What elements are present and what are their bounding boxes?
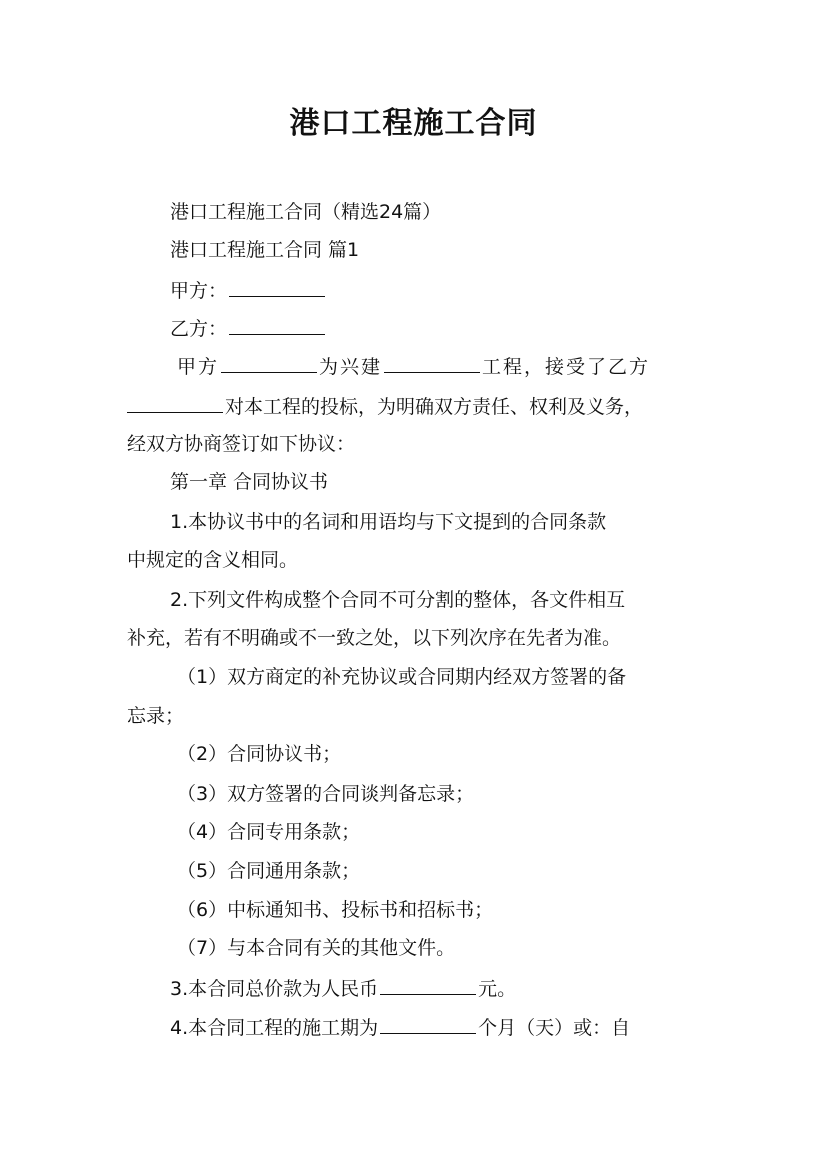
paragraph-line: 经双方协商签订如下协议：: [127, 433, 356, 455]
blank-line: [221, 354, 317, 373]
paragraph-line: 补充，若有不明确或不一致之处，以下列次序在先者为准。: [127, 627, 622, 649]
blank-line: [127, 394, 223, 413]
paragraph-line: [177, 354, 702, 379]
list-item: （7）与本合同有关的其他文件。: [177, 937, 456, 959]
text-span: 甲方: [177, 356, 220, 378]
text-span: 元。: [478, 978, 517, 1000]
text-span: 4.本合同工程的施工期为: [170, 1017, 379, 1039]
text-span: 对本工程的投标，为明确双方责任、权利及义务，: [225, 396, 644, 418]
party-b-blank: [229, 316, 325, 335]
party-b-label: 乙方：: [170, 318, 228, 340]
list-item: （5）合同通用条款；: [177, 860, 361, 882]
paragraph-line: [127, 394, 643, 419]
party-a-label: 甲方：: [170, 280, 228, 302]
list-item: （2）合同协议书；: [177, 743, 342, 765]
text-span: 3.本合同总价款为人民币: [170, 978, 379, 1000]
list-item: （4）合同专用条款；: [177, 821, 361, 843]
paragraph-line: [170, 1015, 630, 1040]
subtitle-line: 港口工程施工合同（精选24篇）: [170, 201, 442, 223]
section-heading: 港口工程施工合同 篇1: [170, 239, 360, 261]
party-a-blank: [229, 278, 325, 297]
paragraph-line: 1.本协议书中的名词和用语均与下文提到的合同条款: [170, 511, 607, 533]
list-item: （1）双方商定的补充协议或合同期内经双方签署的备: [177, 666, 627, 688]
blank-line: [384, 354, 480, 373]
document-title: 港口工程施工合同: [289, 106, 538, 141]
list-item-continuation: 忘录；: [127, 705, 185, 727]
paragraph-line: 中规定的含义相同。: [127, 549, 299, 571]
party-b-line: [170, 316, 327, 341]
party-a-line: [170, 278, 327, 303]
text-span: 个月（天）或：自: [478, 1017, 631, 1039]
paragraph-line: 2.下列文件构成整个合同不可分割的整体，各文件相互: [170, 589, 626, 611]
price-blank: [380, 976, 476, 995]
chapter-heading: 第一章 合同协议书: [170, 471, 329, 493]
duration-blank: [380, 1015, 476, 1034]
paragraph-line: [170, 976, 516, 1001]
list-item: （3）双方签署的合同谈判备忘录；: [177, 783, 475, 805]
text-span: 为兴建: [319, 356, 383, 378]
text-span: 工程，接受了乙方: [482, 356, 651, 378]
list-item: （6）中标通知书、投标书和招标书；: [177, 899, 494, 921]
